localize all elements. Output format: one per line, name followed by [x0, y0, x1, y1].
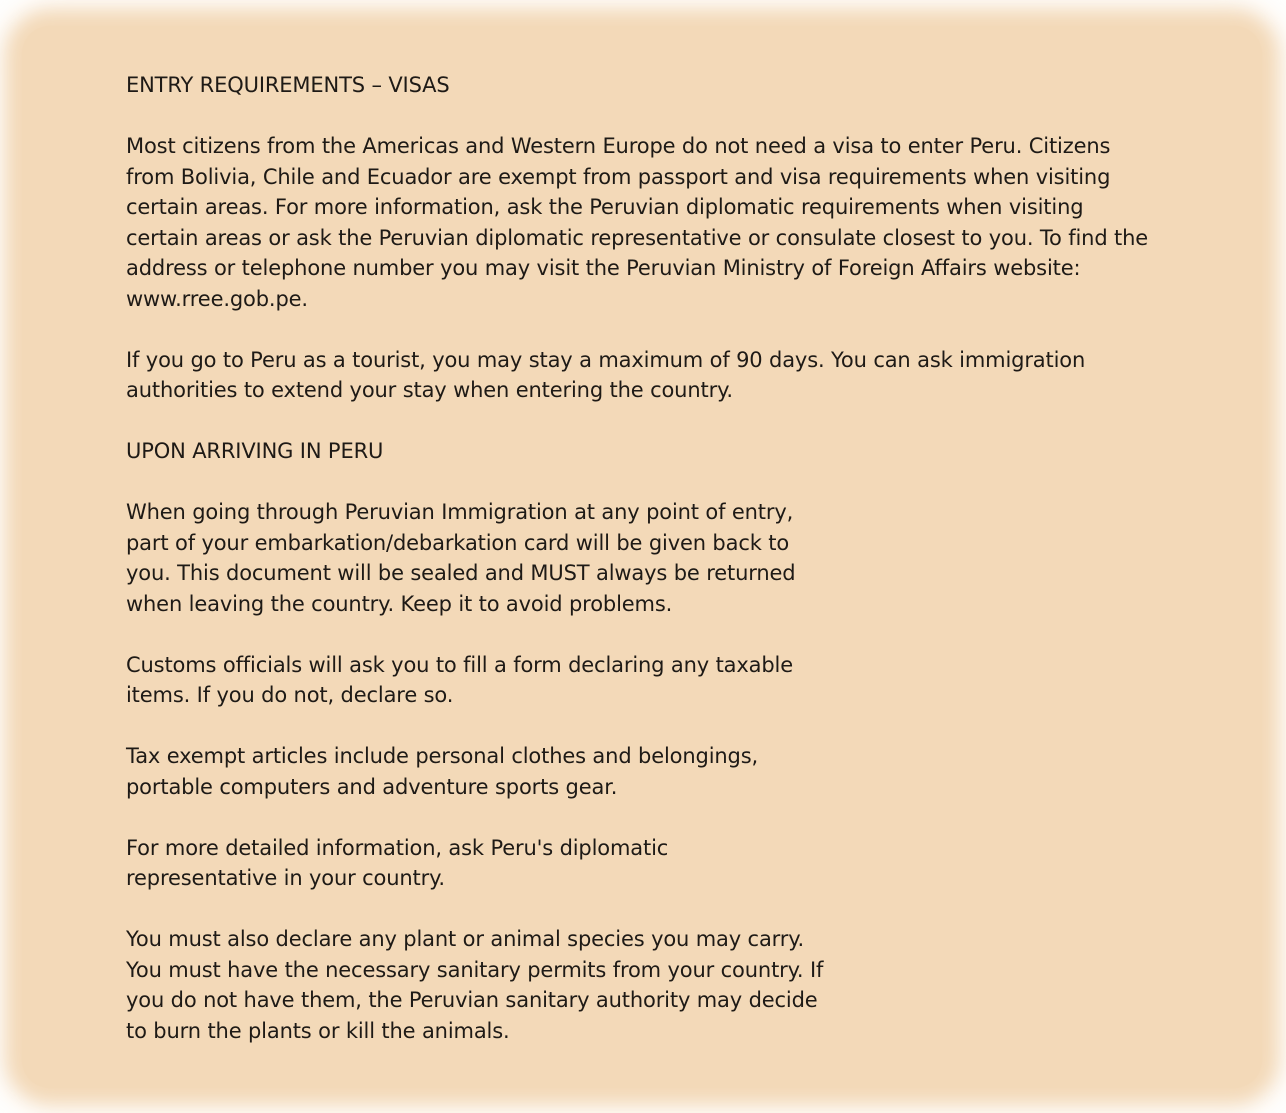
document-content — [126, 70, 1156, 1077]
paragraph-visa-exemptions: Most citizens from the Americas and Western Europe do not need a visa to enter Peru. Citizens from Bolivia, Chile and Ecuador are exempt from passport and visa requirements when visiting certain areas. For more information, ask the Peruvian diplomatic requirements when visiting certain areas or ask the Peruvian diplomatic representative or consulate closest to you. To find the address or telephone number you may visit the Peruvian Ministry of Foreign Affairs website: www.rree.gob.pe. — [126, 134, 1149, 311]
paragraph-plants-animals: You must also declare any plant or animal species you may carry. You must have the necessary sanitary permits from your country. If you do not have them, the Peruvian sanitary authority may decide to burn the plants or kill the animals. — [126, 927, 824, 1043]
paragraph-diplomatic-info: For more detailed information, ask Peru's diplomatic representative in your country. — [126, 835, 669, 890]
section-heading-visas: ENTRY REQUIREMENTS – VISAS — [126, 73, 450, 97]
section-heading-arrival: UPON ARRIVING IN PERU — [126, 439, 384, 463]
paragraph-immigration-card: When going through Peruvian Immigration at any point of entry, part of your embarkation/debarkation card will be given back to you. This document will be sealed and MUST always be returned when leaving the country. Keep it to avoid problems. — [126, 500, 796, 616]
paragraph-customs-form: Customs officials will ask you to fill a form declaring any taxable items. If you do not, declare so. — [126, 652, 794, 707]
paragraph-tax-exempt: Tax exempt articles include personal clothes and belongings, portable computers and adventure sports gear. — [126, 744, 759, 799]
paragraph-tourist-stay: If you go to Peru as a tourist, you may stay a maximum of 90 days. You can ask immigration authorities to extend your stay when entering the country. — [126, 347, 1086, 402]
